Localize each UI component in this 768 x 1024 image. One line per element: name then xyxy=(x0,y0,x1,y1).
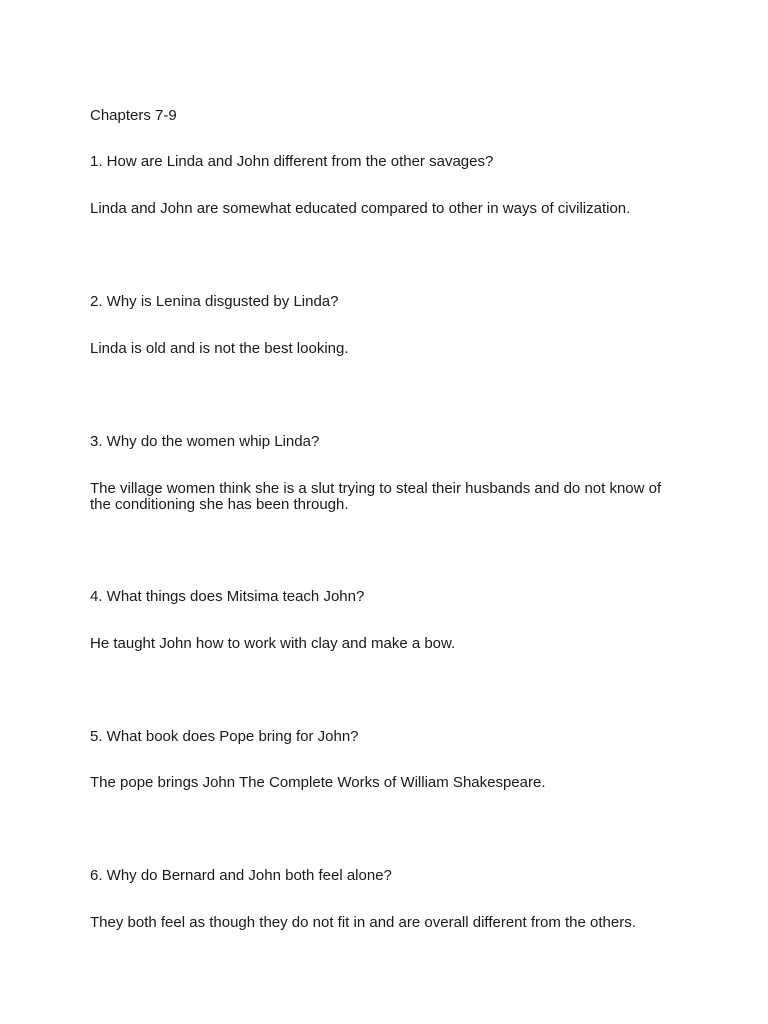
question-5: 5. What book does Pope bring for John? xyxy=(90,728,359,745)
question-4: 4. What things does Mitsima teach John? xyxy=(90,588,365,605)
question-2: 2. Why is Lenina disgusted by Linda? xyxy=(90,293,339,310)
answer-5: The pope brings John The Complete Works of William Shakespeare. xyxy=(90,774,546,791)
answer-1: Linda and John are somewhat educated compared to other in ways of civilization. xyxy=(90,200,631,217)
page-heading: Chapters 7-9 xyxy=(90,107,177,124)
answer-6: They both feel as though they do not fit in and are overall different from the others. xyxy=(90,914,636,931)
question-6: 6. Why do Bernard and John both feel alone? xyxy=(90,867,392,884)
answer-4: He taught John how to work with clay and make a bow. xyxy=(90,635,456,652)
answer-3: The village women think she is a slut trying to steal their husbands and do not know of the conditioning she has been through. xyxy=(90,480,662,513)
question-1: 1. How are Linda and John different from the other savages? xyxy=(90,153,494,170)
question-3: 3. Why do the women whip Linda? xyxy=(90,433,320,450)
answer-2: Linda is old and is not the best looking. xyxy=(90,340,349,357)
